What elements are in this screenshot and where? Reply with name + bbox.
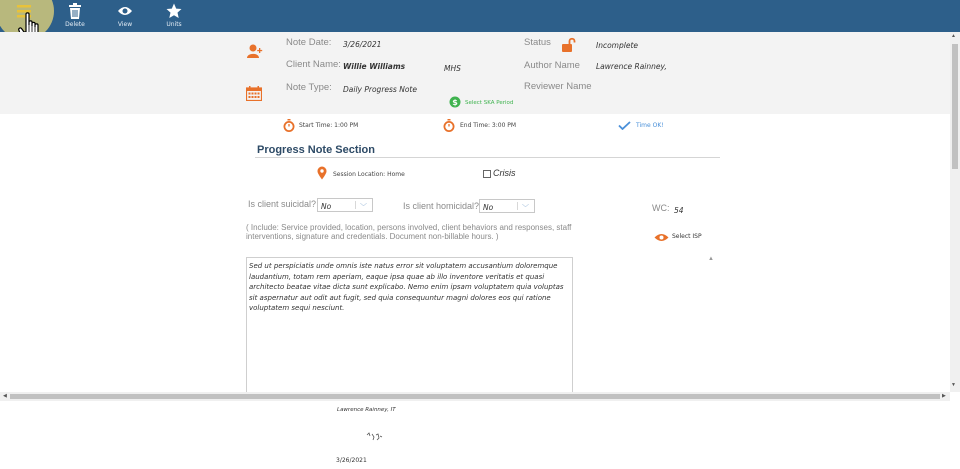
scroll-down-arrow[interactable]: ▼ xyxy=(951,382,956,388)
delete-button[interactable] xyxy=(55,0,95,32)
instructions-text: ( Include: Service provided, location, persons involved, client behaviors and responses, staff interventions, signature and credentials. Document non-billable hours. ) xyxy=(246,223,572,241)
unlock-icon[interactable] xyxy=(561,37,577,53)
note-type-value[interactable]: Daily Progress Note xyxy=(343,85,417,94)
chevron-down-icon: ﹀ xyxy=(360,204,367,211)
eye-icon xyxy=(117,5,133,17)
reviewer-label: Reviewer Name xyxy=(524,81,592,92)
session-location[interactable]: Session Location: Home xyxy=(333,171,405,178)
location-pin-icon[interactable] xyxy=(317,166,327,180)
word-count-value: 54 xyxy=(674,206,684,215)
scroll-up-arrow[interactable]: ▲ xyxy=(708,256,714,262)
program-value: MHS xyxy=(444,64,461,73)
status-label: Status xyxy=(524,37,551,48)
signature-name: Lawrence Rainney, IT xyxy=(337,407,396,413)
author-value: Lawrence Rainney, xyxy=(596,62,667,71)
svg-text:$: $ xyxy=(452,98,458,107)
crisis-label: Crisis xyxy=(493,168,516,178)
client-name-label: Client Name: xyxy=(286,59,341,70)
suicidal-value: No xyxy=(321,202,332,211)
select-ska-period-link[interactable]: Select SKA Period xyxy=(465,100,514,106)
star-icon xyxy=(166,3,182,19)
trash-icon xyxy=(68,3,82,19)
suicidal-select[interactable] xyxy=(317,198,373,212)
crisis-checkbox[interactable] xyxy=(483,170,491,178)
units-label: Units xyxy=(166,21,182,28)
status-value: Incomplete xyxy=(596,41,638,50)
end-time[interactable]: End Time: 3:00 PM xyxy=(460,122,517,129)
scroll-right-arrow[interactable]: ▶ xyxy=(942,393,946,399)
homicidal-select[interactable] xyxy=(479,199,535,213)
section-title: Progress Note Section xyxy=(257,144,375,156)
select-isp-link[interactable]: Select ISP xyxy=(672,233,702,240)
vertical-scrollbar[interactable] xyxy=(950,32,960,392)
signature-date: 3/26/2021 xyxy=(336,457,367,464)
scroll-left-arrow[interactable]: ◀ xyxy=(3,393,7,399)
time-ok-status: Time OK! xyxy=(636,122,664,129)
note-type-label: Note Type: xyxy=(286,82,332,93)
dollar-icon[interactable] xyxy=(449,96,461,108)
scroll-up-arrow[interactable]: ▲ xyxy=(951,33,956,39)
suicidal-label: Is client suicidal? xyxy=(248,199,317,209)
client-name-value[interactable]: Willie Williams xyxy=(343,62,406,71)
units-button[interactable] xyxy=(154,0,194,32)
view-button[interactable] xyxy=(105,0,145,32)
eye-icon[interactable] xyxy=(654,233,669,242)
horizontal-scrollbar[interactable] xyxy=(0,392,950,401)
calendar-icon[interactable] xyxy=(246,86,262,101)
progress-note-text: Sed ut perspiciatis unde omnis iste natus error sit voluptatem accusantium doloremque laudantium, totam rem aperiam, eaque ipsa quae ab illo inventore veritatis et quasi architecto beatae vitae dicta sunt explicabo. Nemo enim ipsam voluptatem quia voluptas sit aspernatur aut odit aut fugit, sed quia consequuntur magni dolores eos qui ratione voluptatem sequi nesciunt. xyxy=(249,262,564,312)
signature-image xyxy=(366,431,384,443)
toolbar xyxy=(0,0,960,32)
delete-label: Delete xyxy=(65,21,85,28)
horizontal-scroll-thumb[interactable] xyxy=(10,394,940,399)
add-user-icon[interactable] xyxy=(247,44,263,59)
section-divider xyxy=(255,157,720,158)
author-label: Author Name xyxy=(524,60,580,71)
note-date-value[interactable]: 3/26/2021 xyxy=(343,40,382,49)
view-label: View xyxy=(117,21,133,28)
progress-note-textarea[interactable] xyxy=(246,257,573,393)
word-count-label: WC: xyxy=(652,203,670,213)
homicidal-label: Is client homicidal? xyxy=(403,201,480,211)
stopwatch-icon[interactable] xyxy=(443,119,455,132)
checkmark-icon xyxy=(618,121,631,130)
homicidal-value: No xyxy=(483,203,494,212)
vertical-scroll-thumb[interactable] xyxy=(952,44,958,169)
chevron-down-icon: ﹀ xyxy=(522,205,529,212)
stopwatch-icon[interactable] xyxy=(283,119,295,132)
start-time[interactable]: Start Time: 1:00 PM xyxy=(299,122,359,129)
note-date-label: Note Date: xyxy=(286,37,332,48)
